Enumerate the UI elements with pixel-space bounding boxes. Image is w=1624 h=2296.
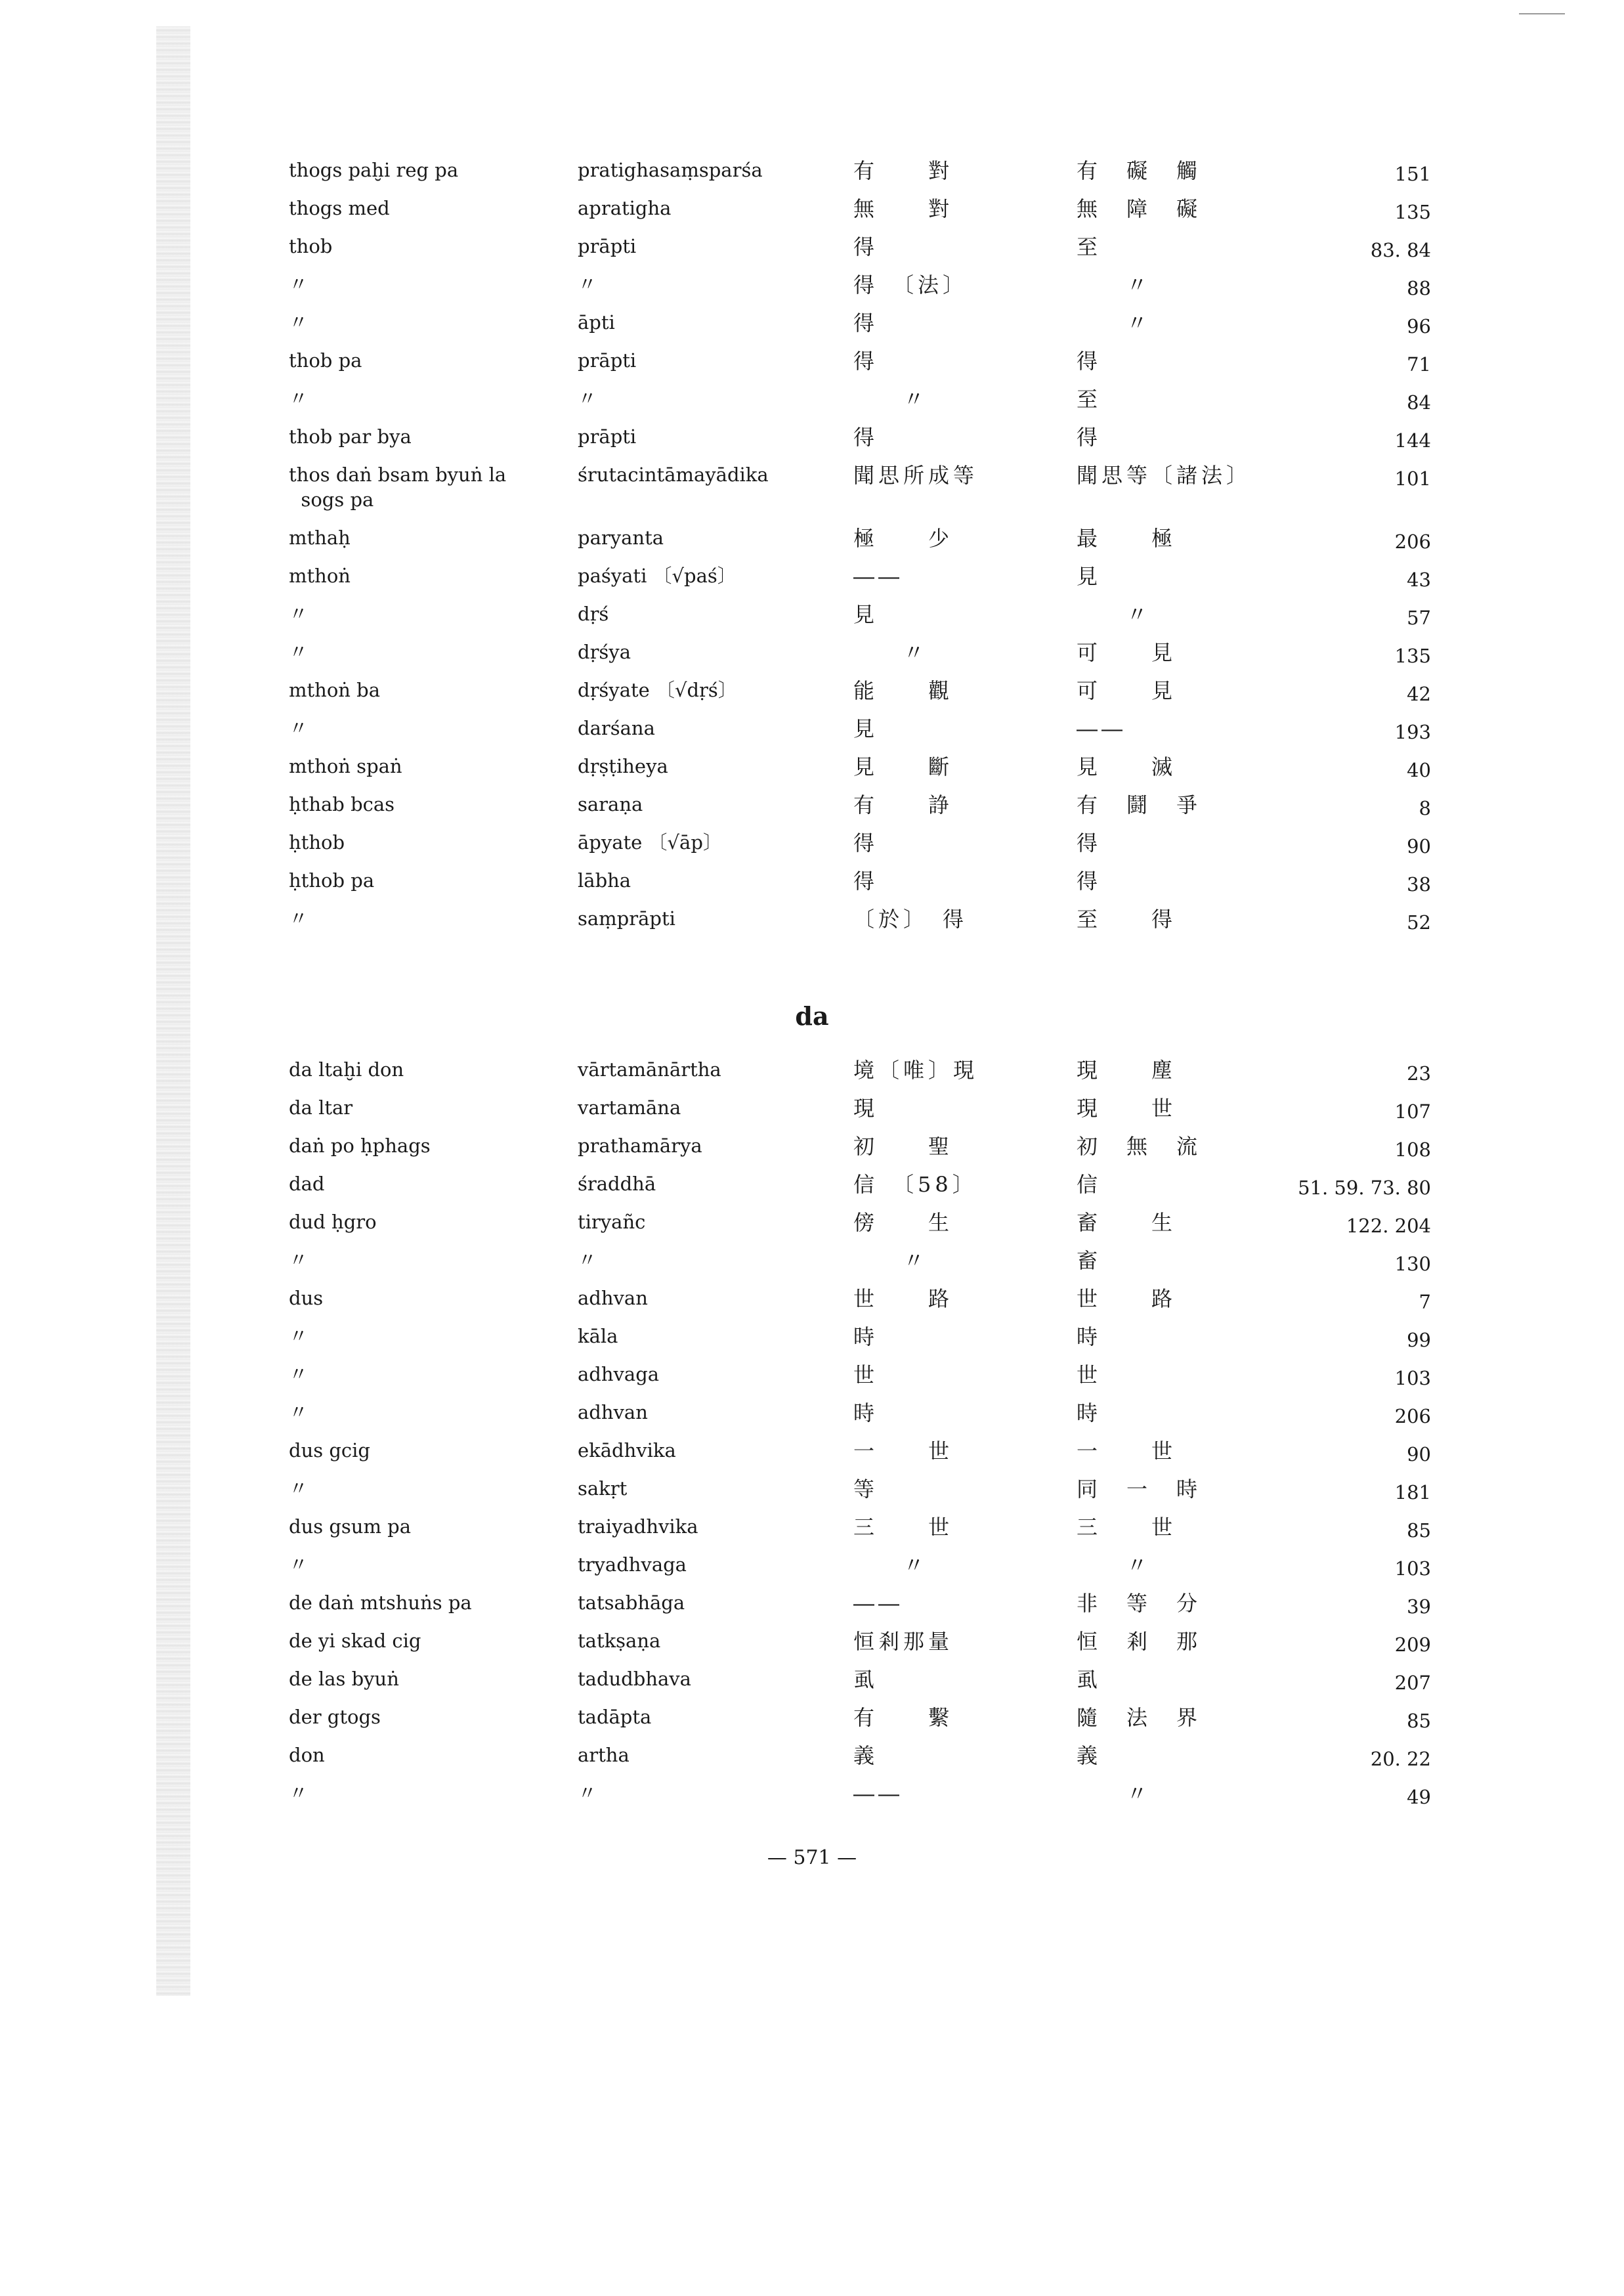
tibetan-term: 〃 <box>289 717 309 739</box>
chinese-term-b: 可 見 <box>1077 678 1177 703</box>
tibetan-term: thos daṅ bsam byuṅ la sogs pa <box>289 464 507 511</box>
table-row <box>289 792 1431 830</box>
sanskrit-term: 〃 <box>578 1782 597 1804</box>
tibetan-term: da ltar <box>289 1096 353 1119</box>
page-ref: 96 <box>1407 315 1431 337</box>
page-ref: 23 <box>1407 1062 1431 1085</box>
sanskrit-term: vārtamānārtha <box>578 1058 721 1081</box>
sanskrit-term: tatkṣaṇa <box>578 1630 661 1652</box>
sanskrit-term: 〃 <box>578 1249 597 1271</box>
page-ref: 130 <box>1394 1253 1431 1275</box>
tibetan-term: don <box>289 1744 325 1766</box>
sanskrit-term: śraddhā <box>578 1173 656 1195</box>
table-row <box>289 1247 1431 1286</box>
chinese-term-b: 現 世 <box>1077 1096 1177 1121</box>
chinese-term-a: 得 <box>853 349 879 374</box>
table-row <box>289 1400 1431 1438</box>
table-row <box>289 906 1431 944</box>
sanskrit-term: prathamārya <box>578 1135 702 1157</box>
sanskrit-term: tatsabhāga <box>578 1592 685 1614</box>
chinese-term-a: 世 <box>853 1362 879 1387</box>
sanskrit-term: tryadhvaga <box>578 1553 687 1576</box>
tibetan-term: daṅ po ḥphags <box>289 1135 431 1157</box>
chinese-term-a: 有 繫 <box>853 1705 954 1730</box>
chinese-term-b: 恒 剎 那 <box>1077 1629 1202 1654</box>
chinese-term-a: 傍 生 <box>853 1210 954 1235</box>
table-row <box>289 868 1431 906</box>
page-ref: 7 <box>1419 1291 1431 1313</box>
page-ref: 206 <box>1394 1405 1431 1427</box>
tibetan-term: thob <box>289 235 333 257</box>
page-ref: 57 <box>1407 607 1431 629</box>
page-ref: 42 <box>1407 683 1431 705</box>
sanskrit-term: dṛṣṭiheya <box>578 755 668 777</box>
sanskrit-term: apratigha <box>578 197 672 219</box>
page-ref: 99 <box>1407 1329 1431 1351</box>
table-row <box>289 158 1431 196</box>
page-ref: 90 <box>1407 1443 1431 1465</box>
sanskrit-term: lābha <box>578 869 631 892</box>
page-ref: 52 <box>1407 911 1431 934</box>
chinese-term-b: 得 <box>1077 425 1102 450</box>
page-ref: 83. 84 <box>1370 239 1431 261</box>
sanskrit-term: darśana <box>578 717 655 739</box>
tibetan-term: ḥthob pa <box>289 869 375 892</box>
sanskrit-term: paśyati 〔√paś〕 <box>578 565 737 587</box>
chinese-term-a: 時 <box>853 1324 879 1349</box>
chinese-term-b: 世 路 <box>1077 1286 1177 1311</box>
table-row <box>289 1438 1431 1476</box>
table-row <box>289 234 1431 272</box>
page-ref: 206 <box>1394 531 1431 553</box>
chinese-term-b: 虱 <box>1077 1667 1102 1692</box>
sanskrit-term: adhvan <box>578 1287 648 1309</box>
table-row <box>289 1590 1431 1628</box>
tibetan-term: thogs med <box>289 197 390 219</box>
table-row <box>289 424 1431 462</box>
table-row <box>289 716 1431 754</box>
table-row <box>289 1704 1431 1743</box>
table-row <box>289 563 1431 601</box>
table-row <box>289 386 1431 424</box>
chinese-term-b: 至 <box>1077 387 1102 412</box>
chinese-term-b: 得 <box>1077 349 1102 374</box>
table-row <box>289 830 1431 868</box>
table-row <box>289 1552 1431 1590</box>
page-ref: 108 <box>1394 1138 1431 1161</box>
page-ref: 38 <box>1407 873 1431 896</box>
chinese-term-a: 見 斷 <box>853 754 954 779</box>
sanskrit-term: artha <box>578 1744 630 1766</box>
tibetan-term: mthoṅ ba <box>289 679 381 701</box>
table-row <box>289 1133 1431 1171</box>
sanskrit-term: prāpti <box>578 349 637 372</box>
page-ref: 8 <box>1419 797 1431 819</box>
table-row <box>289 348 1431 386</box>
chinese-term-a: 一 世 <box>853 1439 954 1463</box>
section-heading: da <box>795 1001 829 1031</box>
chinese-term-b: 〃 <box>1077 1553 1152 1578</box>
sanskrit-term: paryanta <box>578 527 664 549</box>
page-ref: 122. 204 <box>1346 1215 1431 1237</box>
chinese-term-b: 聞思等〔諸法〕 <box>1077 463 1252 488</box>
chinese-term-b: 現 塵 <box>1077 1058 1177 1083</box>
sanskrit-term: adhvaga <box>578 1363 660 1385</box>
page-ref: 40 <box>1407 759 1431 781</box>
table-row <box>289 1476 1431 1514</box>
tibetan-term: 〃 <box>289 603 309 625</box>
chinese-term-b: 〃 <box>1077 602 1152 627</box>
sanskrit-term: śrutacintāmayādika <box>578 464 769 486</box>
chinese-term-a: 世 路 <box>853 1286 954 1311</box>
tibetan-term: 〃 <box>289 1477 309 1500</box>
chinese-term-a: 極 少 <box>853 526 954 551</box>
page-ref: 135 <box>1394 645 1431 667</box>
sanskrit-term: āpti <box>578 311 615 334</box>
page-ref: 103 <box>1394 1557 1431 1580</box>
chinese-term-a: 時 <box>853 1400 879 1425</box>
tibetan-term: thob pa <box>289 349 362 372</box>
chinese-term-a: ―― <box>853 564 903 589</box>
page-ref: 71 <box>1407 353 1431 376</box>
tibetan-term: 〃 <box>289 387 309 410</box>
sanskrit-term: dṛś <box>578 603 609 625</box>
page-ref: 144 <box>1394 429 1431 452</box>
table-row <box>289 196 1431 234</box>
page-ref: 20. 22 <box>1370 1748 1431 1770</box>
chinese-term-b: 世 <box>1077 1362 1102 1387</box>
chinese-term-a: 境〔唯〕現 <box>853 1058 979 1083</box>
sanskrit-term: 〃 <box>578 387 597 410</box>
chinese-term-a: 恒剎那量 <box>853 1629 954 1654</box>
chinese-term-b: 非 等 分 <box>1077 1591 1202 1616</box>
tibetan-term: de yi skad cig <box>289 1630 421 1652</box>
chinese-term-b: 至 <box>1077 234 1102 259</box>
tibetan-term: 〃 <box>289 907 309 930</box>
chinese-term-b: 可 見 <box>1077 640 1177 665</box>
chinese-term-b: 無 障 礙 <box>1077 196 1202 221</box>
tibetan-term: 〃 <box>289 1553 309 1576</box>
page-ref: 207 <box>1394 1672 1431 1694</box>
table-row <box>289 678 1431 716</box>
chinese-term-a: 〃 <box>853 1553 929 1578</box>
page-ref: 103 <box>1394 1367 1431 1389</box>
page-ref: 85 <box>1407 1710 1431 1732</box>
chinese-term-a: 得 <box>853 425 879 450</box>
chinese-term-a: 〃 <box>853 387 929 412</box>
glossary-section-da <box>289 1057 1431 1819</box>
table-row <box>289 525 1431 563</box>
chinese-term-a: 信 〔58〕 <box>853 1172 977 1197</box>
chinese-term-a: 得 <box>853 869 879 894</box>
chinese-term-b: 畜 <box>1077 1248 1102 1273</box>
table-row <box>289 310 1431 348</box>
chinese-term-a: 得 <box>853 311 879 336</box>
sanskrit-term: prāpti <box>578 425 637 448</box>
tibetan-term: de daṅ mtshuṅs pa <box>289 1592 472 1614</box>
tibetan-term: dad <box>289 1173 325 1195</box>
chinese-term-a: 〃 <box>853 1248 929 1273</box>
sanskrit-term: sakṛt <box>578 1477 628 1500</box>
sanskrit-term: traiyadhvika <box>578 1515 698 1538</box>
tibetan-term: da ltaḫi don <box>289 1058 404 1081</box>
chinese-term-b: 最 極 <box>1077 526 1177 551</box>
tibetan-term: der gtogs <box>289 1706 381 1728</box>
sanskrit-term: dṛśyate 〔√dṛś〕 <box>578 679 737 701</box>
page-ref: 135 <box>1394 201 1431 223</box>
tibetan-term: mthoṅ spaṅ <box>289 755 402 777</box>
sanskrit-term: tiryañc <box>578 1211 646 1233</box>
table-row <box>289 1209 1431 1247</box>
chinese-term-a: 三 世 <box>853 1515 954 1540</box>
chinese-term-b: 得 <box>1077 869 1102 894</box>
chinese-term-a: 等 <box>853 1477 879 1502</box>
chinese-term-b: 畜 生 <box>1077 1210 1177 1235</box>
chinese-term-b: 至 得 <box>1077 907 1177 932</box>
table-row <box>289 1666 1431 1704</box>
chinese-term-b: 得 <box>1077 831 1102 856</box>
table-row <box>289 1171 1431 1209</box>
sanskrit-term: āpyate 〔√āp〕 <box>578 831 722 854</box>
chinese-term-b: 同 一 時 <box>1077 1477 1202 1502</box>
chinese-term-b: 見 <box>1077 564 1102 589</box>
tibetan-term: dus gcig <box>289 1439 370 1462</box>
tibetan-term: ḥthob <box>289 831 345 854</box>
page-ref: 181 <box>1394 1481 1431 1504</box>
corner-mark <box>1519 13 1565 14</box>
glossary-section-tha <box>289 158 1431 944</box>
page-ref: 107 <box>1394 1100 1431 1123</box>
table-row <box>289 1324 1431 1362</box>
chinese-term-a: ―― <box>853 1781 903 1806</box>
table-row <box>289 1095 1431 1133</box>
chinese-term-b: 隨 法 界 <box>1077 1705 1202 1730</box>
table-row <box>289 462 1431 525</box>
page-ref: 39 <box>1407 1595 1431 1618</box>
page-ref: 193 <box>1394 721 1431 743</box>
chinese-term-a: ―― <box>853 1591 903 1616</box>
tibetan-term: 〃 <box>289 641 309 663</box>
chinese-term-a: 聞思所成等 <box>853 463 979 488</box>
tibetan-term: ḥthab bcas <box>289 793 395 815</box>
chinese-term-b: 〃 <box>1077 1781 1152 1806</box>
sanskrit-term: pratighasaṃsparśa <box>578 159 763 181</box>
chinese-term-b: 三 世 <box>1077 1515 1177 1540</box>
tibetan-term: thob par bya <box>289 425 412 448</box>
chinese-term-b: ―― <box>1077 716 1126 741</box>
tibetan-term: 〃 <box>289 273 309 295</box>
chinese-term-b: 初 無 流 <box>1077 1134 1202 1159</box>
sanskrit-term: kāla <box>578 1325 618 1347</box>
tibetan-term: mthoṅ <box>289 565 351 587</box>
table-row <box>289 1781 1431 1819</box>
page-ref: 90 <box>1407 835 1431 857</box>
chinese-term-a: 得 <box>853 831 879 856</box>
page-ref: 88 <box>1407 277 1431 299</box>
table-row <box>289 1743 1431 1781</box>
sanskrit-term: dṛśya <box>578 641 631 663</box>
sanskrit-term: prāpti <box>578 235 637 257</box>
table-row <box>289 1057 1431 1095</box>
tibetan-term: 〃 <box>289 1401 309 1423</box>
chinese-term-a: 〃 <box>853 640 929 665</box>
chinese-term-b: 有 礙 觸 <box>1077 158 1202 183</box>
chinese-term-b: 時 <box>1077 1400 1102 1425</box>
chinese-term-b: 〃 <box>1077 311 1152 336</box>
chinese-term-a: 義 <box>853 1743 879 1768</box>
table-row <box>289 272 1431 310</box>
page-ref: 101 <box>1394 467 1431 490</box>
table-row <box>289 1286 1431 1324</box>
tibetan-term: 〃 <box>289 311 309 334</box>
sanskrit-term: ekādhvika <box>578 1439 676 1462</box>
page-ref: 85 <box>1407 1519 1431 1542</box>
tibetan-term: 〃 <box>289 1363 309 1385</box>
chinese-term-b: 義 <box>1077 1743 1102 1768</box>
chinese-term-a: 現 <box>853 1096 879 1121</box>
chinese-term-a: 有 對 <box>853 158 954 183</box>
page-ref: 51. 59. 73. 80 <box>1298 1177 1431 1199</box>
table-row <box>289 754 1431 792</box>
chinese-term-a: 無 對 <box>853 196 954 221</box>
chinese-term-a: 見 <box>853 716 879 741</box>
tibetan-term: mthaḥ <box>289 527 351 549</box>
sanskrit-term: 〃 <box>578 273 597 295</box>
sanskrit-term: tadudbhava <box>578 1668 691 1690</box>
chinese-term-a: 有 諍 <box>853 792 954 817</box>
tibetan-term: thogs paḫi reg pa <box>289 159 459 181</box>
chinese-term-a: 初 聖 <box>853 1134 954 1159</box>
page-ref: 43 <box>1407 569 1431 591</box>
table-row <box>289 639 1431 678</box>
chinese-term-a: 得 <box>853 234 879 259</box>
chinese-term-a: 得 〔法〕 <box>853 272 968 297</box>
table-row <box>289 1362 1431 1400</box>
page-ref: 84 <box>1407 391 1431 414</box>
chinese-term-b: 信 <box>1077 1172 1102 1197</box>
chinese-term-b: 〃 <box>1077 272 1152 297</box>
tibetan-term: 〃 <box>289 1782 309 1804</box>
page-ref: 151 <box>1394 163 1431 185</box>
chinese-term-b: 時 <box>1077 1324 1102 1349</box>
tibetan-term: dus gsum pa <box>289 1515 412 1538</box>
table-row <box>289 1628 1431 1666</box>
page-ref: 209 <box>1394 1634 1431 1656</box>
table-row <box>289 601 1431 639</box>
tibetan-term: de las byuṅ <box>289 1668 399 1690</box>
chinese-term-b: 見 滅 <box>1077 754 1177 779</box>
chinese-term-a: 〔於〕 得 <box>853 907 968 932</box>
tibetan-term: 〃 <box>289 1325 309 1347</box>
chinese-term-a: 能 觀 <box>853 678 954 703</box>
chinese-term-b: 一 世 <box>1077 1439 1177 1463</box>
tibetan-term: dus <box>289 1287 324 1309</box>
tibetan-term: 〃 <box>289 1249 309 1271</box>
sanskrit-term: saṃprāpti <box>578 907 675 930</box>
sanskrit-term: saraṇa <box>578 793 643 815</box>
chinese-term-a: 虱 <box>853 1667 879 1692</box>
page-ref: 49 <box>1407 1786 1431 1808</box>
chinese-term-b: 有 鬪 爭 <box>1077 792 1202 817</box>
page-number: — 571 — <box>767 1846 857 1869</box>
tibetan-term: dud ḥgro <box>289 1211 377 1233</box>
sanskrit-term: adhvan <box>578 1401 648 1423</box>
sanskrit-term: vartamāna <box>578 1096 681 1119</box>
chinese-term-a: 見 <box>853 602 879 627</box>
table-row <box>289 1514 1431 1552</box>
sanskrit-term: tadāpta <box>578 1706 652 1728</box>
